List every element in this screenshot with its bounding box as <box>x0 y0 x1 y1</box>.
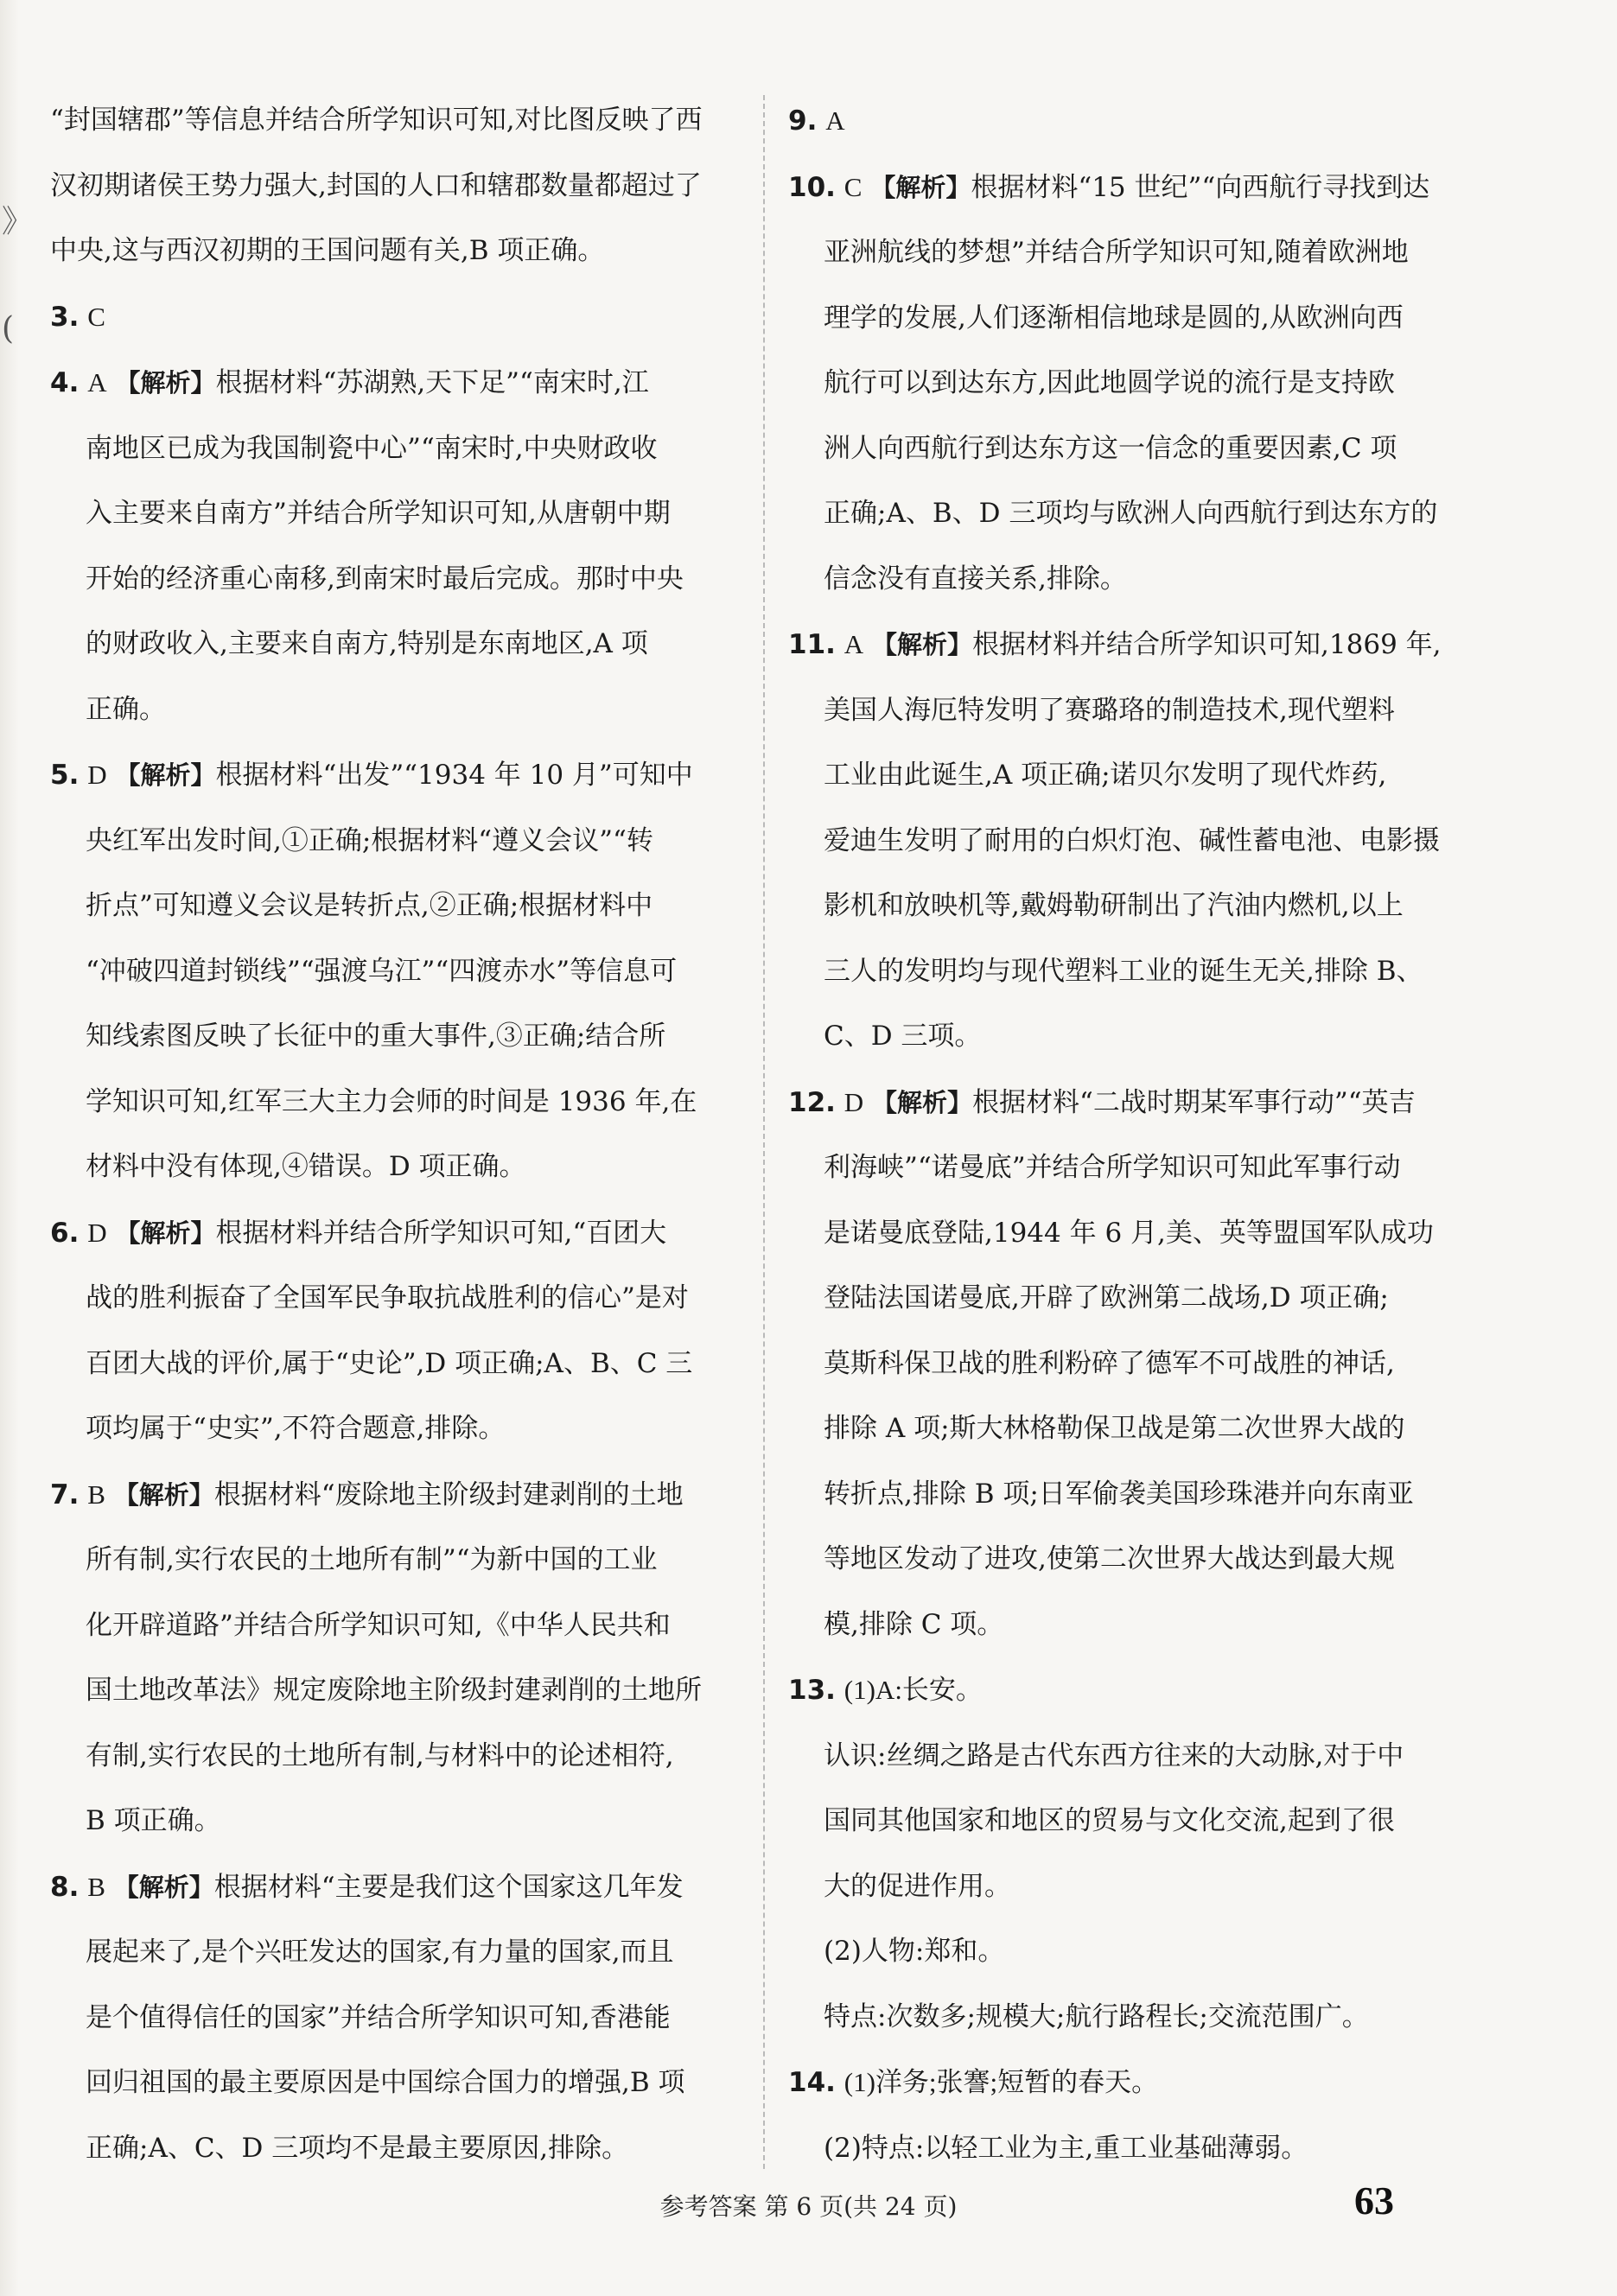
answer-choice: A <box>87 367 107 398</box>
answer-first-line <box>50 1462 737 1529</box>
answer-text-line: 国土地改革法》规定废除地主阶级封建剥削的土地所 <box>86 1675 702 1706</box>
answer-first-line <box>50 1854 737 1921</box>
answer-text-line: 根据材料“废除地主阶级封建剥削的土地 <box>213 1479 684 1511</box>
answer-text-line: 美国人海厄特发明了赛璐珞的制造技术,现代塑料 <box>824 694 1395 726</box>
answer-text-line: 的财政收入,主要来自南方,特别是东南地区,A 项 <box>86 628 648 659</box>
answer-text-line: 汉初期诸侯王势力强大,封国的人口和辖郡数量都超过了 <box>50 169 702 201</box>
answer-text-line: 模,排除 C 项。 <box>824 1608 1004 1640</box>
answer-choice: B <box>87 1479 105 1510</box>
question-number: 4. <box>50 367 80 398</box>
answer-first-line <box>50 1200 737 1267</box>
analysis-tag: 【解析】 <box>870 172 971 202</box>
answer-text-line: 项均属于“史实”,不符合题意,排除。 <box>86 1413 506 1444</box>
question-number: 11. <box>788 629 836 660</box>
answer-first-line <box>50 350 737 417</box>
answer-item <box>788 155 1480 613</box>
answer-text-line: 排除 A 项;斯大林格勒保卫战是第二次世界大战的 <box>824 1413 1405 1444</box>
analysis-tag: 【解析】 <box>872 630 973 659</box>
answer-item <box>788 1657 1480 2050</box>
answer-text-line: 大的促进作用。 <box>824 1870 1011 1902</box>
answer-first-line <box>788 88 1480 155</box>
analysis-tag: 【解析】 <box>115 1218 216 1248</box>
answer-text-line: 回归祖国的最主要原因是中国综合国力的增强,B 项 <box>86 2067 685 2098</box>
answer-text-line: 转折点,排除 B 项;日军偷袭美国珍珠港并向东南亚 <box>824 1478 1414 1510</box>
answer-text-line: 根据材料并结合所学知识可知,1869 年, <box>972 629 1442 660</box>
answer-text-line: 所有制,实行农民的土地所有制”“为新中国的工业 <box>86 1544 658 1575</box>
answer-item <box>50 1462 737 1854</box>
answer-text-line: 化开辟道路”并结合所学知识可知,《中华人民共和 <box>86 1609 671 1641</box>
answer-text-line: 知线索图反映了长征中的重大事件,③正确;结合所 <box>86 1021 666 1052</box>
question-number: 6. <box>50 1217 80 1249</box>
answer-text-line: 信念没有直接关系,排除。 <box>824 563 1127 595</box>
answer-first-line <box>788 1070 1480 1136</box>
analysis-tag: 【解析】 <box>872 1087 973 1117</box>
answer-item <box>50 1854 737 2182</box>
page-binding-edge <box>0 0 34 2296</box>
answer-item <box>50 284 737 351</box>
answer-text-line: 国同其他国家和地区的贸易与文化交流,起到了很 <box>824 1805 1395 1836</box>
answer-text-line: 根据材料“15 世纪”“向西航行寻找到达 <box>971 171 1430 203</box>
question-number: 12. <box>788 1086 836 1118</box>
answer-item <box>50 88 737 284</box>
answer-text-line: 三人的发明均与现代塑料工业的诞生无关,排除 B、 <box>824 955 1423 987</box>
question-number: 3. <box>50 301 80 333</box>
answer-text-line: C、D 三项。 <box>824 1021 982 1052</box>
question-number: 7. <box>50 1479 80 1511</box>
answer-text-line: 莫斯科保卫战的胜利粉碎了德军不可战胜的神话, <box>824 1347 1395 1379</box>
answer-item <box>50 1200 737 1462</box>
answer-choice: (1)洋务;张謇;短暂的春天。 <box>844 2067 1159 2097</box>
answer-text-line: 航行可以到达东方,因此地圆学说的流行是支持欧 <box>824 367 1395 398</box>
answer-text-line: 利海峡”“诺曼底”并结合所学知识可知此军事行动 <box>824 1152 1401 1183</box>
answer-text-line: 折点”可知遵义会议是转折点,②正确;根据材料中 <box>86 890 653 921</box>
answer-text-line: 理学的发展,人们逐渐相信地球是圆的,从欧洲向西 <box>824 302 1404 334</box>
question-number: 10. <box>788 171 836 203</box>
answer-text-line: B 项正确。 <box>86 1805 221 1836</box>
answer-item <box>50 350 737 742</box>
answer-text-line: 学知识可知,红军三大主力会师的时间是 1936 年,在 <box>86 1085 697 1117</box>
answer-text-line: 影机和放映机等,戴姆勒研制出了汽油内燃机,以上 <box>824 890 1404 921</box>
answer-text-line: 是诺曼底登陆,1944 年 6 月,美、英等盟国军队成功 <box>824 1217 1434 1249</box>
answer-first-line <box>50 742 737 809</box>
answer-text-line: 特点:次数多;规模大;航行路程长;交流范围广。 <box>824 2000 1369 2032</box>
edge-mark: 》 <box>2 204 34 239</box>
question-number: 13. <box>788 1675 836 1706</box>
edge-mark: ( <box>2 311 15 347</box>
answer-choice: C <box>844 171 863 202</box>
answer-text-line: 开始的经济重心南移,到南宋时最后完成。那时中央 <box>86 563 684 595</box>
answer-choice: D <box>844 1086 864 1117</box>
answer-first-line <box>788 155 1480 221</box>
answer-first-line <box>788 1657 1480 1724</box>
question-number: 8. <box>50 1871 80 1903</box>
question-number: 9. <box>788 105 818 137</box>
answer-text-line: 中央,这与西汉初期的王国问题有关,B 项正确。 <box>50 235 605 266</box>
answer-item <box>50 742 737 1200</box>
analysis-tag: 【解析】 <box>113 1479 214 1510</box>
answer-text-line: 正确;A、B、D 三项均与欧洲人向西航行到达东方的 <box>824 498 1438 529</box>
answer-item <box>788 1070 1480 1658</box>
answer-text-line: 亚洲航线的梦想”并结合所学知识可知,随着欧洲地 <box>824 237 1409 268</box>
answer-first-line <box>788 2050 1480 2116</box>
answer-text-line: 正确。 <box>86 693 166 725</box>
answer-text-line: 央红军出发时间,①正确;根据材料“遵义会议”“转 <box>86 824 653 856</box>
answer-text-line: 等地区发动了进攻,使第二次世界大战达到最大规 <box>824 1543 1395 1574</box>
answer-choice: A <box>825 105 845 136</box>
answer-text-line: 根据材料“主要是我们这个国家这几年发 <box>213 1871 684 1903</box>
answer-first-line <box>50 284 737 351</box>
answer-choice: D <box>87 1217 107 1248</box>
answer-text-line: 登陆法国诺曼底,开辟了欧洲第二战场,D 项正确; <box>824 1282 1389 1313</box>
page-number: 63 <box>1354 2178 1394 2223</box>
question-number: 14. <box>788 2067 836 2098</box>
answer-text-line: 根据材料“苏湖熟,天下足”“南宋时,江 <box>215 367 649 398</box>
answer-text-line: 根据材料“出发”“1934 年 10 月”可知中 <box>215 760 693 791</box>
answer-choice: D <box>87 760 107 790</box>
answer-text-line: (2)人物:郑和。 <box>824 1936 1005 1967</box>
answer-text-line: 有制,实行农民的土地所有制,与材料中的论述相符, <box>86 1739 674 1771</box>
answer-item <box>788 2050 1480 2181</box>
answer-text-line: 战的胜利振奋了全国军民争取抗战胜利的信心”是对 <box>86 1282 689 1313</box>
answer-text-line: “封国辖郡”等信息并结合所学知识可知,对比图反映了西 <box>50 105 703 136</box>
answer-choice: B <box>87 1871 105 1902</box>
analysis-tag: 【解析】 <box>115 368 216 398</box>
left-column <box>50 88 737 2181</box>
question-number: 5. <box>50 760 80 791</box>
answer-choice: A <box>844 629 864 659</box>
answer-text-line: 南地区已成为我国制瓷中心”“南宋时,中央财政收 <box>86 432 658 464</box>
answer-text-line: 材料中没有体现,④错误。D 项正确。 <box>86 1151 526 1182</box>
answer-item <box>788 612 1480 1070</box>
answer-text-line: 根据材料并结合所学知识可知,“百团大 <box>215 1217 667 1249</box>
answer-text-line: 是个值得信任的国家”并结合所学知识可知,香港能 <box>86 2001 671 2033</box>
answer-item <box>788 88 1480 155</box>
answer-first-line <box>788 612 1480 678</box>
answer-text-line: 根据材料“二战时期某军事行动”“英吉 <box>972 1086 1416 1118</box>
column-divider <box>763 95 765 2169</box>
answer-choice: (1)A:长安。 <box>844 1675 983 1705</box>
answer-text-line: 工业由此诞生,A 项正确;诺贝尔发明了现代炸药, <box>824 760 1387 791</box>
answer-text-line: 爱迪生发明了耐用的白炽灯泡、碱性蓄电池、电影摄 <box>824 824 1440 856</box>
answer-text-line: 入主要来自南方”并结合所学知识可知,从唐朝中期 <box>86 498 671 529</box>
page-footer: 参考答案 第 6 页(共 24 页) <box>659 2192 958 2221</box>
right-column <box>788 88 1480 2181</box>
answer-text-line: 百团大战的评价,属于“史论”,D 项正确;A、B、C 三 <box>86 1347 693 1379</box>
answer-text-line: 正确;A、C、D 三项均不是最主要原因,排除。 <box>86 2132 629 2164</box>
analysis-tag: 【解析】 <box>113 1872 214 1902</box>
answer-text-line: “冲破四道封锁线”“强渡乌江”“四渡赤水”等信息可 <box>86 955 678 987</box>
answer-text-line: (2)特点:以轻工业为主,重工业基础薄弱。 <box>824 2132 1308 2164</box>
answer-text-line: 认识:丝绸之路是古代东西方往来的大动脉,对于中 <box>824 1739 1404 1771</box>
analysis-tag: 【解析】 <box>115 760 216 790</box>
answer-choice: C <box>87 301 105 332</box>
answer-text-line: 展起来了,是个兴旺发达的国家,有力量的国家,而且 <box>86 1937 674 1968</box>
answer-text-line: 洲人向西航行到达东方这一信念的重要因素,C 项 <box>824 432 1397 464</box>
